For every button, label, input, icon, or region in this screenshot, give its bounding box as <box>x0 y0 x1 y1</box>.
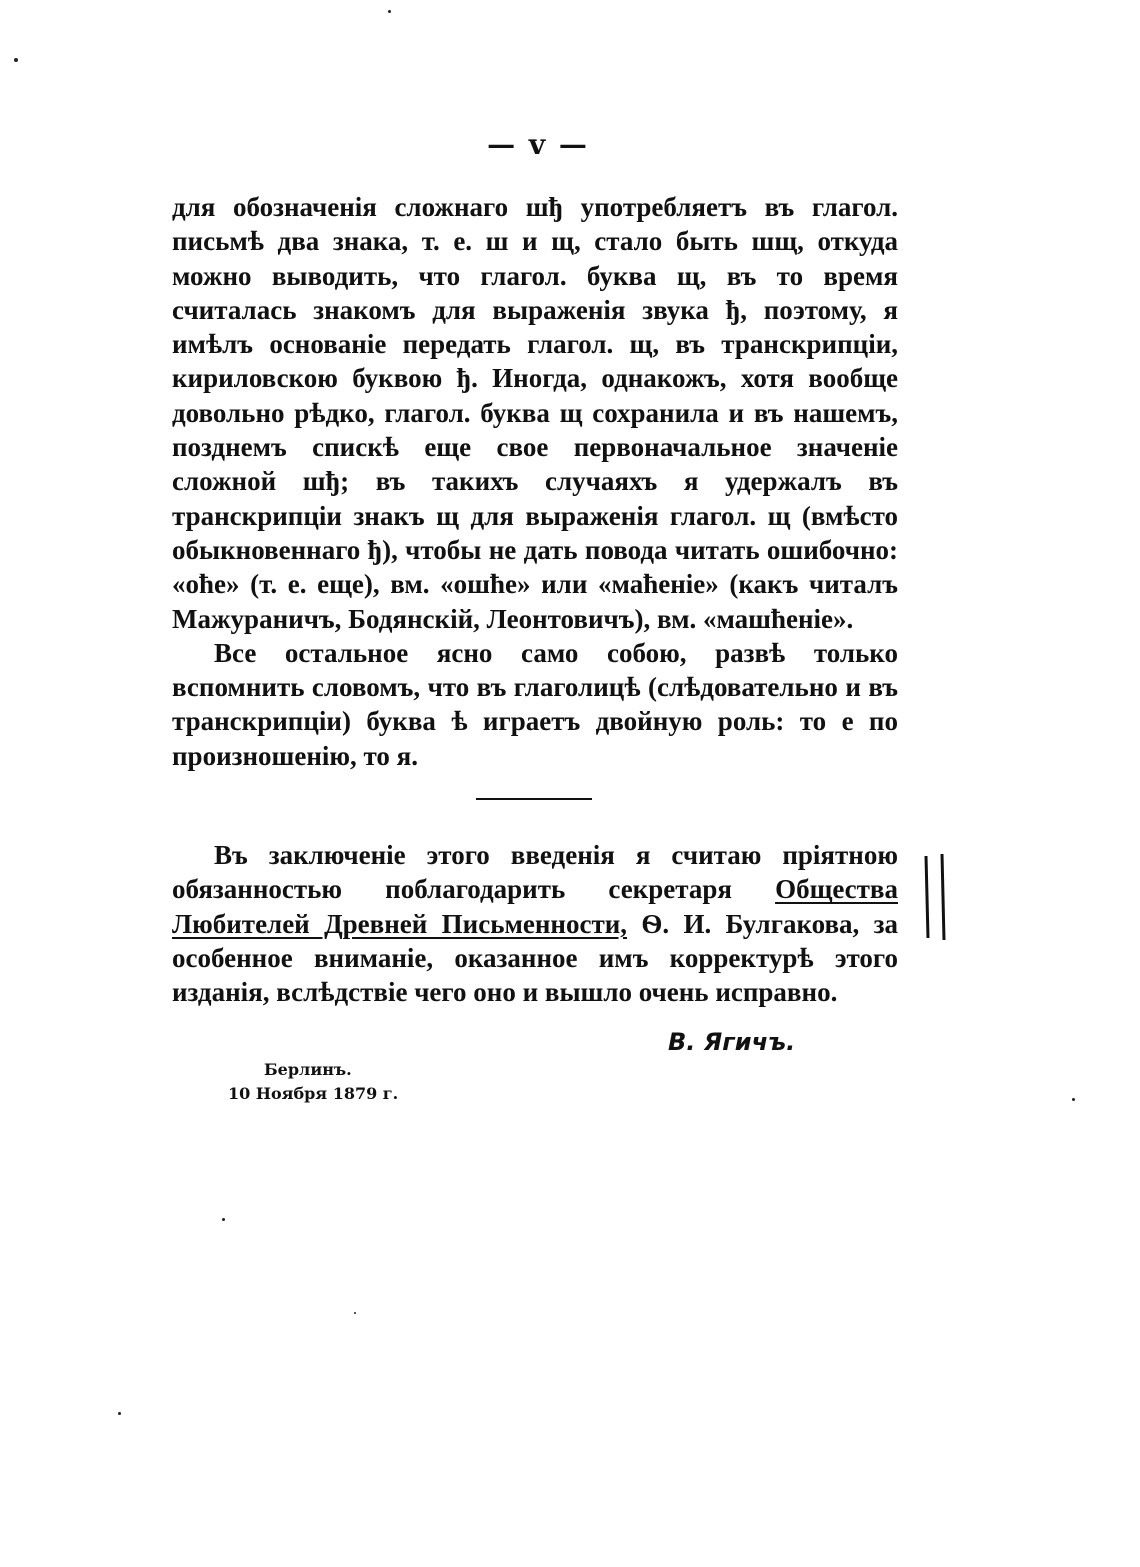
scan-speck <box>118 1412 121 1415</box>
scan-speck <box>222 1218 225 1221</box>
scan-speck <box>14 58 18 62</box>
margin-double-line-mark <box>920 852 950 942</box>
scan-speck <box>388 10 391 13</box>
section-separator <box>476 798 592 800</box>
author-signature: В. Ягичъ. <box>668 1028 796 1056</box>
signature-place: Берлинъ. <box>264 1060 352 1079</box>
acknowledgement-text-end: Ѳ. И. Булгакова, за особенное вниманіе, оказанное имъ корректурѣ этого изданія, вслѣдствіе чего оно и вышло очень исправно. <box>172 908 898 1008</box>
scan-speck <box>354 1312 356 1314</box>
paragraph-continued: для обозначенія сложнаго шђ употребляетъ въ глагол. письмѣ два знака, т. е. ш и щ, стало быть шщ, откуда можно выводить, что глагол. буква щ, въ то время считалась знакомъ для выраженія звука ђ, поэтому, я имѣлъ основаніе передать глагол. щ, въ транскрипціи, кириловскою буквою ђ. Иногда, однакожъ, хотя вообще довольно рѣдко, глагол. буква щ сохранила и въ нашемъ, позднемъ спискѣ еще свое первоначальное значеніе сложной шђ; въ такихъ случаяхъ я удержалъ въ транскрипціи знакъ щ для выраженія глагол. щ (вмѣсто обыкновеннаго ђ), чтобы не дать повода читать ошибочно: «оћe» (т. е. еще), вм. «ошће» или «маћеніе» (какъ читалъ Мажураничъ, Бодянскій, Леонтовичъ), вм. «машћеніе». <box>172 192 898 634</box>
society-name: Общества Любителей Древней Письменности, <box>172 874 898 939</box>
signature-date: 10 Ноября 1879 г. <box>228 1084 399 1103</box>
acknowledgement-paragraph <box>172 838 898 1009</box>
closing-paragraph <box>172 838 898 1009</box>
scan-speck <box>1072 1098 1075 1101</box>
acknowledgement-text-start: Въ заключеніе этого введенія я считаю пріятною обязанностью поблагодарить секретаря <box>172 840 898 905</box>
main-text-block <box>172 190 898 773</box>
page-number: — v — <box>487 128 589 161</box>
paragraph-remaining: Все остальное ясно само собою, развѣ только вспомнить словомъ, что въ глаголицѣ (слѣдовательно и въ транскрипціи) буква ѣ играетъ двойную роль: то е по произношенію, то я. <box>172 637 898 771</box>
